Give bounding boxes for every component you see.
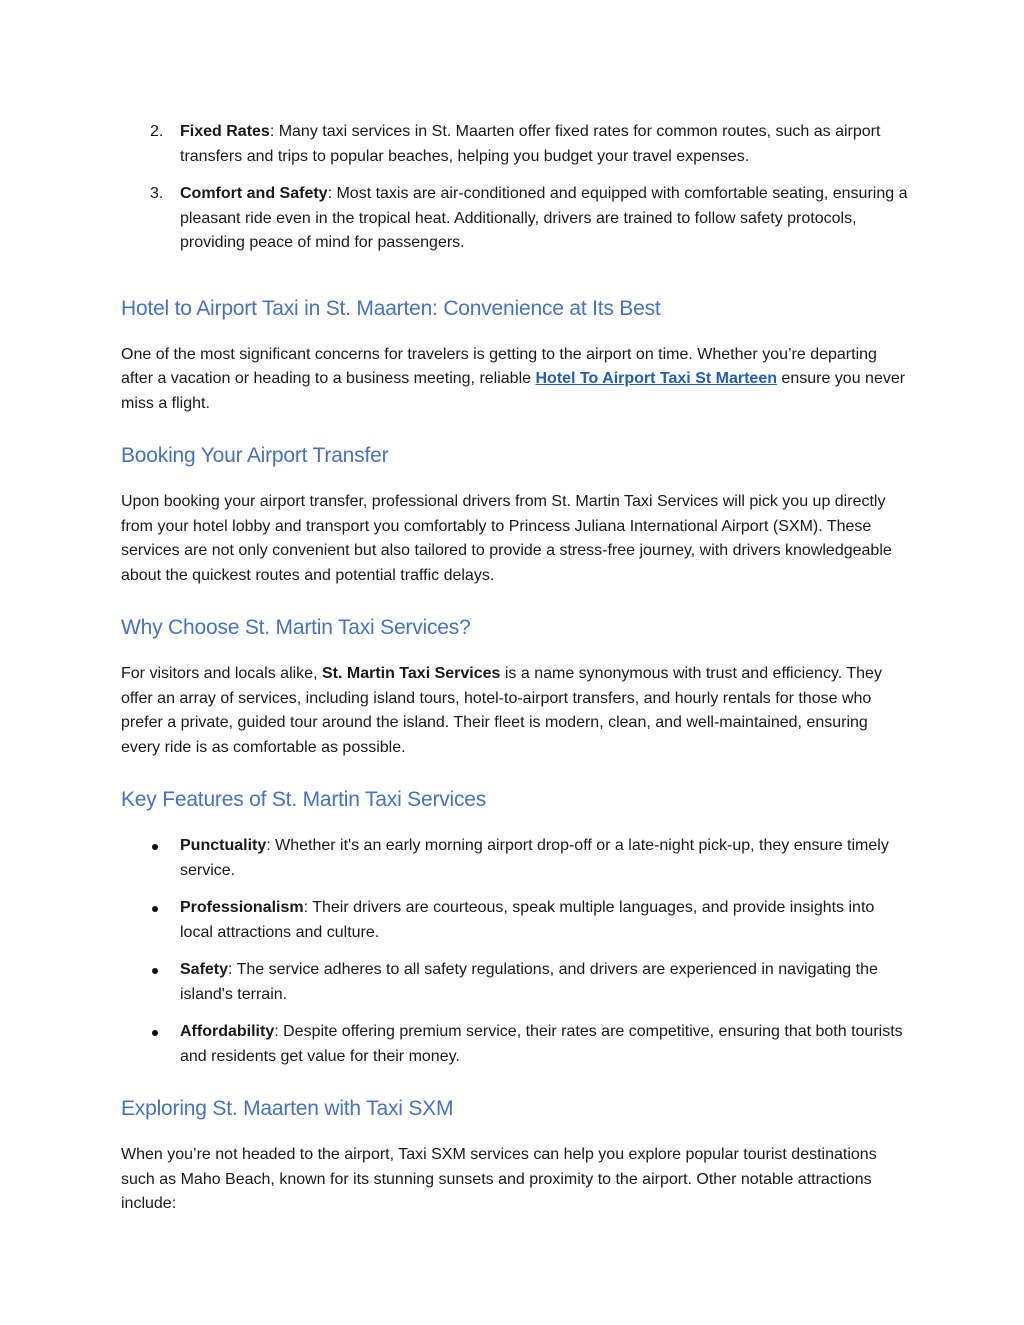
- paragraph-booking: Upon booking your airport transfer, professional drivers from St. Martin Taxi Services will pick you up directly from your hotel lobby and transport you comfortably to Princess Juliana International Airport (SXM). These services are not only convenient but also tailored to provide a stress-free journey, with drivers knowledgeable about the quickest routes and potential traffic delays.: [121, 493, 892, 584]
- heading-exploring: Exploring St. Maarten with Taxi SXM: [121, 1097, 454, 1120]
- paragraph-exploring: When you’re not headed to the airport, Taxi SXM services can help you explore popular tourist destinations such as Maho Beach, known for its stunning sunsets and proximity to the airport. Other notable attractions include:: [121, 1146, 877, 1212]
- bullet-icon: [152, 1030, 158, 1036]
- feature-item-safety: [121, 958, 911, 1007]
- feature-item-punctuality: [121, 834, 911, 883]
- page-content: [121, 120, 911, 1217]
- list-number: 2.: [150, 123, 164, 140]
- feature-item-affordability: [121, 1020, 911, 1069]
- hotel-to-airport-taxi-link[interactable]: Hotel To Airport Taxi St Marteen: [535, 370, 777, 387]
- paragraph-text: ensure you never miss a flight.: [121, 370, 906, 412]
- feature-item-professionalism: [121, 896, 911, 945]
- list-text: : Most taxis are air-conditioned and equipped with comfortable seating, ensuring a pleasant ride even in the tropical heat. Additionally, drivers are trained to follow safety protocols, providing peace of mind for passengers.: [180, 185, 908, 251]
- paragraph-text: One of the most significant concerns for travelers is getting to the airport on time. Whether you’re departing after a vacation or heading to a business meeting, reliable: [121, 345, 877, 387]
- company-name: St. Martin Taxi Services: [321, 665, 501, 682]
- list-item-comfort-safety: [121, 182, 911, 256]
- feature-term: Professionalism: [180, 899, 304, 916]
- bullet-icon: [152, 968, 158, 974]
- bullet-icon: [152, 906, 158, 912]
- paragraph-text: is a name synonymous with trust and efficiency. They offer an array of services, including island tours, hotel-to-airport transfers, and hourly rentals for those who prefer a private, guided tour around the island. Their fleet is modern, clean, and well-maintained, ensuring every ride is as comfortable as possible.: [121, 665, 882, 756]
- feature-term: Punctuality: [180, 837, 267, 854]
- features-list: [121, 834, 911, 1069]
- paragraph-text: For visitors and locals alike,: [121, 665, 322, 682]
- feature-text: : Whether it's an early morning airport drop-off or a late-night pick-up, they ensure timely service.: [180, 837, 889, 879]
- list-text: : Many taxi services in St. Maarten offer fixed rates for common routes, such as airport transfers and trips to popular beaches, helping you budget your travel expenses.: [180, 123, 881, 165]
- feature-text: : Despite offering premium service, their rates are competitive, ensuring that both tourists and residents get value for their money.: [180, 1023, 903, 1065]
- paragraph-why-choose: [121, 662, 911, 760]
- heading-hotel-to-airport: Hotel to Airport Taxi in St. Maarten: Convenience at Its Best: [121, 296, 661, 320]
- feature-term: Safety: [180, 961, 229, 978]
- bullet-icon: [152, 844, 158, 850]
- feature-text: : The service adheres to all safety regulations, and drivers are experienced in navigating the island's terrain.: [180, 961, 878, 1003]
- feature-term: Affordability: [180, 1023, 275, 1040]
- feature-text: : Their drivers are courteous, speak multiple languages, and provide insights into local attractions and culture.: [180, 899, 875, 941]
- heading-booking: Booking Your Airport Transfer: [121, 444, 389, 467]
- heading-key-features: Key Features of St. Martin Taxi Services: [121, 788, 487, 811]
- numbered-list: [121, 120, 911, 256]
- list-term: Comfort and Safety: [180, 185, 328, 202]
- list-term: Fixed Rates: [180, 123, 270, 140]
- list-item-fixed-rates: [121, 120, 911, 169]
- list-number: 3.: [150, 185, 164, 202]
- paragraph-hotel-to-airport: [121, 343, 911, 417]
- heading-why-choose: Why Choose St. Martin Taxi Services?: [121, 616, 471, 639]
